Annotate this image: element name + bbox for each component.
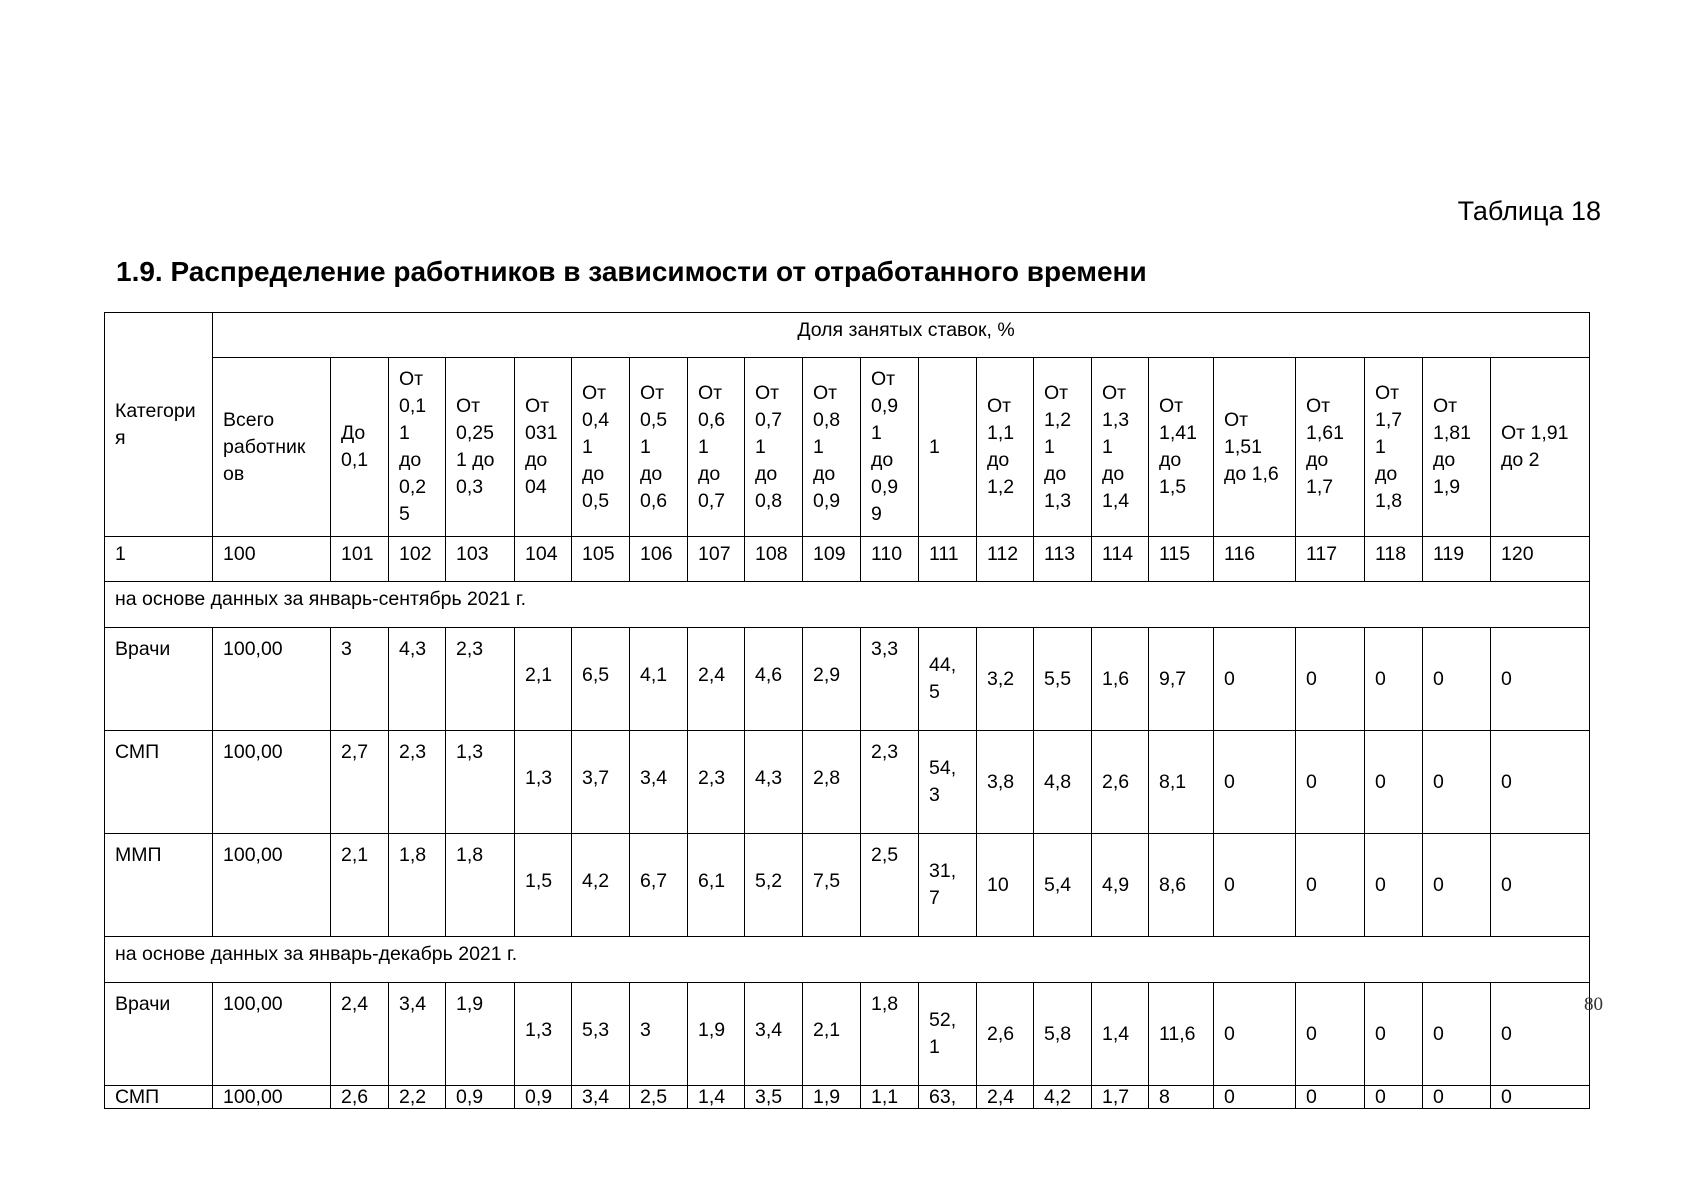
- row-value: 1,9: [803, 1086, 861, 1109]
- row-value: 3,4: [630, 731, 688, 834]
- row-value: 5,3: [572, 983, 630, 1086]
- row-value: 4,2: [1034, 1086, 1092, 1109]
- column-header: От 1,7 1 до 1,8: [1365, 358, 1423, 537]
- column-number-cell: 119: [1423, 537, 1491, 582]
- row-value: 3,4: [572, 1086, 630, 1109]
- column-number-cell: 114: [1092, 537, 1149, 582]
- row-value: 0: [1423, 834, 1491, 937]
- column-number-cell: 102: [389, 537, 446, 582]
- column-number-cell: 120: [1491, 537, 1590, 582]
- row-value: 0: [1423, 1086, 1491, 1109]
- column-number-cell: 110: [861, 537, 919, 582]
- table-row: [105, 1086, 1590, 1109]
- column-header: 1: [919, 358, 977, 537]
- row-value: 4,1: [630, 628, 688, 731]
- section-row: [105, 582, 1590, 628]
- row-value: 2,1: [515, 628, 572, 731]
- row-value: 31, 7: [919, 834, 977, 937]
- row-value: 5,2: [745, 834, 803, 937]
- row-value: 0: [1296, 834, 1365, 937]
- column-number-cell: 104: [515, 537, 572, 582]
- row-value: 4,2: [572, 834, 630, 937]
- table-caption: Таблица 18: [1457, 196, 1601, 226]
- column-header: От 0,9 1 до 0,9 9: [861, 358, 919, 537]
- row-value: 0: [1365, 731, 1423, 834]
- row-value: 3,8: [977, 731, 1034, 834]
- column-header: От 1,41 до 1,5: [1149, 358, 1214, 537]
- row-value: 1,5: [515, 834, 572, 937]
- row-value: 3,7: [572, 731, 630, 834]
- row-value: 1,7: [1092, 1086, 1149, 1109]
- section-title: 1.9. Распределение работников в зависимости от отработанного времени: [116, 256, 1147, 287]
- column-number-cell: 105: [572, 537, 630, 582]
- column-header: От 0,6 1 до 0,7: [688, 358, 745, 537]
- column-number-cell: 118: [1365, 537, 1423, 582]
- section-row: [105, 937, 1590, 983]
- row-value: 2,3: [446, 628, 515, 731]
- row-value: 3: [630, 983, 688, 1086]
- row-value: 1,4: [1092, 983, 1149, 1086]
- row-value: 0: [1296, 1086, 1365, 1109]
- row-value: 1,6: [1092, 628, 1149, 731]
- row-value: 7,5: [803, 834, 861, 937]
- row-value: 5,8: [1034, 983, 1092, 1086]
- row-value: 2,7: [331, 731, 389, 834]
- row-value: 2,3: [389, 731, 446, 834]
- row-value: 0: [1296, 731, 1365, 834]
- row-value: 44, 5: [919, 628, 977, 731]
- column-header: От 1,1 до 1,2: [977, 358, 1034, 537]
- row-value: 100,00: [213, 983, 331, 1086]
- row-value: 0: [1214, 834, 1296, 937]
- row-value: 1,3: [446, 731, 515, 834]
- row-value: 0: [1491, 731, 1590, 834]
- column-header: От 0,5 1 до 0,6: [630, 358, 688, 537]
- column-header: От 1,91 до 2: [1491, 358, 1590, 537]
- row-value: 2,2: [389, 1086, 446, 1109]
- page-number: 80: [1584, 994, 1603, 1015]
- row-value: 0: [1423, 628, 1491, 731]
- row-value: 0: [1214, 983, 1296, 1086]
- row-value: 2,8: [803, 731, 861, 834]
- column-header: От 0,1 1 до 0,2 5: [389, 358, 446, 537]
- distribution-table: [104, 312, 1590, 1109]
- group-header: Доля занятых ставок, %: [213, 313, 1590, 358]
- row-category: Врачи: [105, 628, 213, 731]
- column-number-cell: 107: [688, 537, 745, 582]
- column-number-cell: 112: [977, 537, 1034, 582]
- row-value: 0: [1365, 1086, 1423, 1109]
- row-category: СМП: [105, 1086, 213, 1109]
- column-header: От 031 до 04: [515, 358, 572, 537]
- header-row: [105, 313, 1590, 358]
- row-value: 0: [1491, 834, 1590, 937]
- column-number-cell: 113: [1034, 537, 1092, 582]
- row-value: 2,1: [803, 983, 861, 1086]
- row-value: 1,9: [446, 983, 515, 1086]
- row-value: 0: [1491, 983, 1590, 1086]
- row-value: 100,00: [213, 628, 331, 731]
- row-value: 0: [1214, 628, 1296, 731]
- column-header: От 0,4 1 до 0,5: [572, 358, 630, 537]
- row-value: 5,5: [1034, 628, 1092, 731]
- row-value: 6,7: [630, 834, 688, 937]
- row-value: 0: [1296, 628, 1365, 731]
- row-category: Врачи: [105, 983, 213, 1086]
- row-value: 2,6: [977, 983, 1034, 1086]
- row-value: 3: [331, 628, 389, 731]
- section-label: на основе данных за январь-декабрь 2021 г.: [105, 937, 1590, 983]
- row-value: 4,8: [1034, 731, 1092, 834]
- column-number-cell: 101: [331, 537, 389, 582]
- row-category: ММП: [105, 834, 213, 937]
- row-value: 11,6: [1149, 983, 1214, 1086]
- table-row: [105, 983, 1590, 1086]
- row-value: 1,9: [688, 983, 745, 1086]
- column-number-cell: 100: [213, 537, 331, 582]
- column-number-cell: 117: [1296, 537, 1365, 582]
- row-value: 1,8: [446, 834, 515, 937]
- row-value: 2,4: [331, 983, 389, 1086]
- column-number-cell: 103: [446, 537, 515, 582]
- row-value: 0: [1423, 731, 1491, 834]
- row-value: 2,9: [803, 628, 861, 731]
- column-header: От 0,7 1 до 0,8: [745, 358, 803, 537]
- row-value: 0: [1365, 983, 1423, 1086]
- row-value: 2,5: [630, 1086, 688, 1109]
- row-value: 100,00: [213, 834, 331, 937]
- row-value: 1,3: [515, 983, 572, 1086]
- row-value: 2,1: [331, 834, 389, 937]
- row-value: 5,4: [1034, 834, 1092, 937]
- row-value: 52, 1: [919, 983, 977, 1086]
- row-value: 2,4: [688, 628, 745, 731]
- row-value: 0: [1423, 983, 1491, 1086]
- row-value: 10: [977, 834, 1034, 937]
- row-value: 1,4: [688, 1086, 745, 1109]
- row-value: 0: [1214, 731, 1296, 834]
- column-number-cell: 116: [1214, 537, 1296, 582]
- row-value: 63,: [919, 1086, 977, 1109]
- row-value: 0: [1491, 628, 1590, 731]
- table-row: [105, 628, 1590, 731]
- column-number-cell: 1: [105, 537, 213, 582]
- column-number-cell: 115: [1149, 537, 1214, 582]
- row-value: 0: [1296, 983, 1365, 1086]
- row-value: 6,5: [572, 628, 630, 731]
- row-value: 0,9: [515, 1086, 572, 1109]
- row-value: 54, 3: [919, 731, 977, 834]
- row-value: 3,4: [745, 983, 803, 1086]
- row-value: 1,3: [515, 731, 572, 834]
- table-row: [105, 834, 1590, 937]
- column-header: От 0,25 1 до 0,3: [446, 358, 515, 537]
- row-value: 2,6: [1092, 731, 1149, 834]
- row-value: 2,6: [331, 1086, 389, 1109]
- row-category: СМП: [105, 731, 213, 834]
- row-value: 1,8: [861, 983, 919, 1086]
- column-header: От 1,51 до 1,6: [1214, 358, 1296, 537]
- row-value: 0: [1491, 1086, 1590, 1109]
- column-number-cell: 109: [803, 537, 861, 582]
- row-value: 2,5: [861, 834, 919, 937]
- row-value: 3,4: [389, 983, 446, 1086]
- section-label: на основе данных за январь-сентябрь 2021 г.: [105, 582, 1590, 628]
- row-value: 9,7: [1149, 628, 1214, 731]
- column-header: До 0,1: [331, 358, 389, 537]
- row-value: 8,6: [1149, 834, 1214, 937]
- row-value: 3,2: [977, 628, 1034, 731]
- row-value: 6,1: [688, 834, 745, 937]
- table-row: [105, 731, 1590, 834]
- row-value: 2,3: [861, 731, 919, 834]
- row-value: 4,6: [745, 628, 803, 731]
- column-header: Всего работник ов: [213, 358, 331, 537]
- column-header: От 0,8 1 до 0,9: [803, 358, 861, 537]
- row-value: 3,5: [745, 1086, 803, 1109]
- column-number-cell: 106: [630, 537, 688, 582]
- column-header: От 1,81 до 1,9: [1423, 358, 1491, 537]
- row-value: 4,3: [745, 731, 803, 834]
- category-header: Категори я: [105, 313, 213, 537]
- column-number-cell: 108: [745, 537, 803, 582]
- column-number-cell: 111: [919, 537, 977, 582]
- row-value: 0: [1365, 628, 1423, 731]
- row-value: 8,1: [1149, 731, 1214, 834]
- column-header: От 1,61 до 1,7: [1296, 358, 1365, 537]
- row-value: 4,3: [389, 628, 446, 731]
- row-value: 0: [1365, 834, 1423, 937]
- row-value: 8: [1149, 1086, 1214, 1109]
- row-value: 2,3: [688, 731, 745, 834]
- column-header-row: [105, 358, 1590, 537]
- column-number-row: [105, 537, 1590, 582]
- row-value: 100,00: [213, 731, 331, 834]
- row-value: 0,9: [446, 1086, 515, 1109]
- column-header: От 1,2 1 до 1,3: [1034, 358, 1092, 537]
- row-value: 3,3: [861, 628, 919, 731]
- row-value: 2,4: [977, 1086, 1034, 1109]
- row-value: 1,1: [861, 1086, 919, 1109]
- row-value: 100,00: [213, 1086, 331, 1109]
- row-value: 0: [1214, 1086, 1296, 1109]
- row-value: 1,8: [389, 834, 446, 937]
- row-value: 4,9: [1092, 834, 1149, 937]
- column-header: От 1,3 1 до 1,4: [1092, 358, 1149, 537]
